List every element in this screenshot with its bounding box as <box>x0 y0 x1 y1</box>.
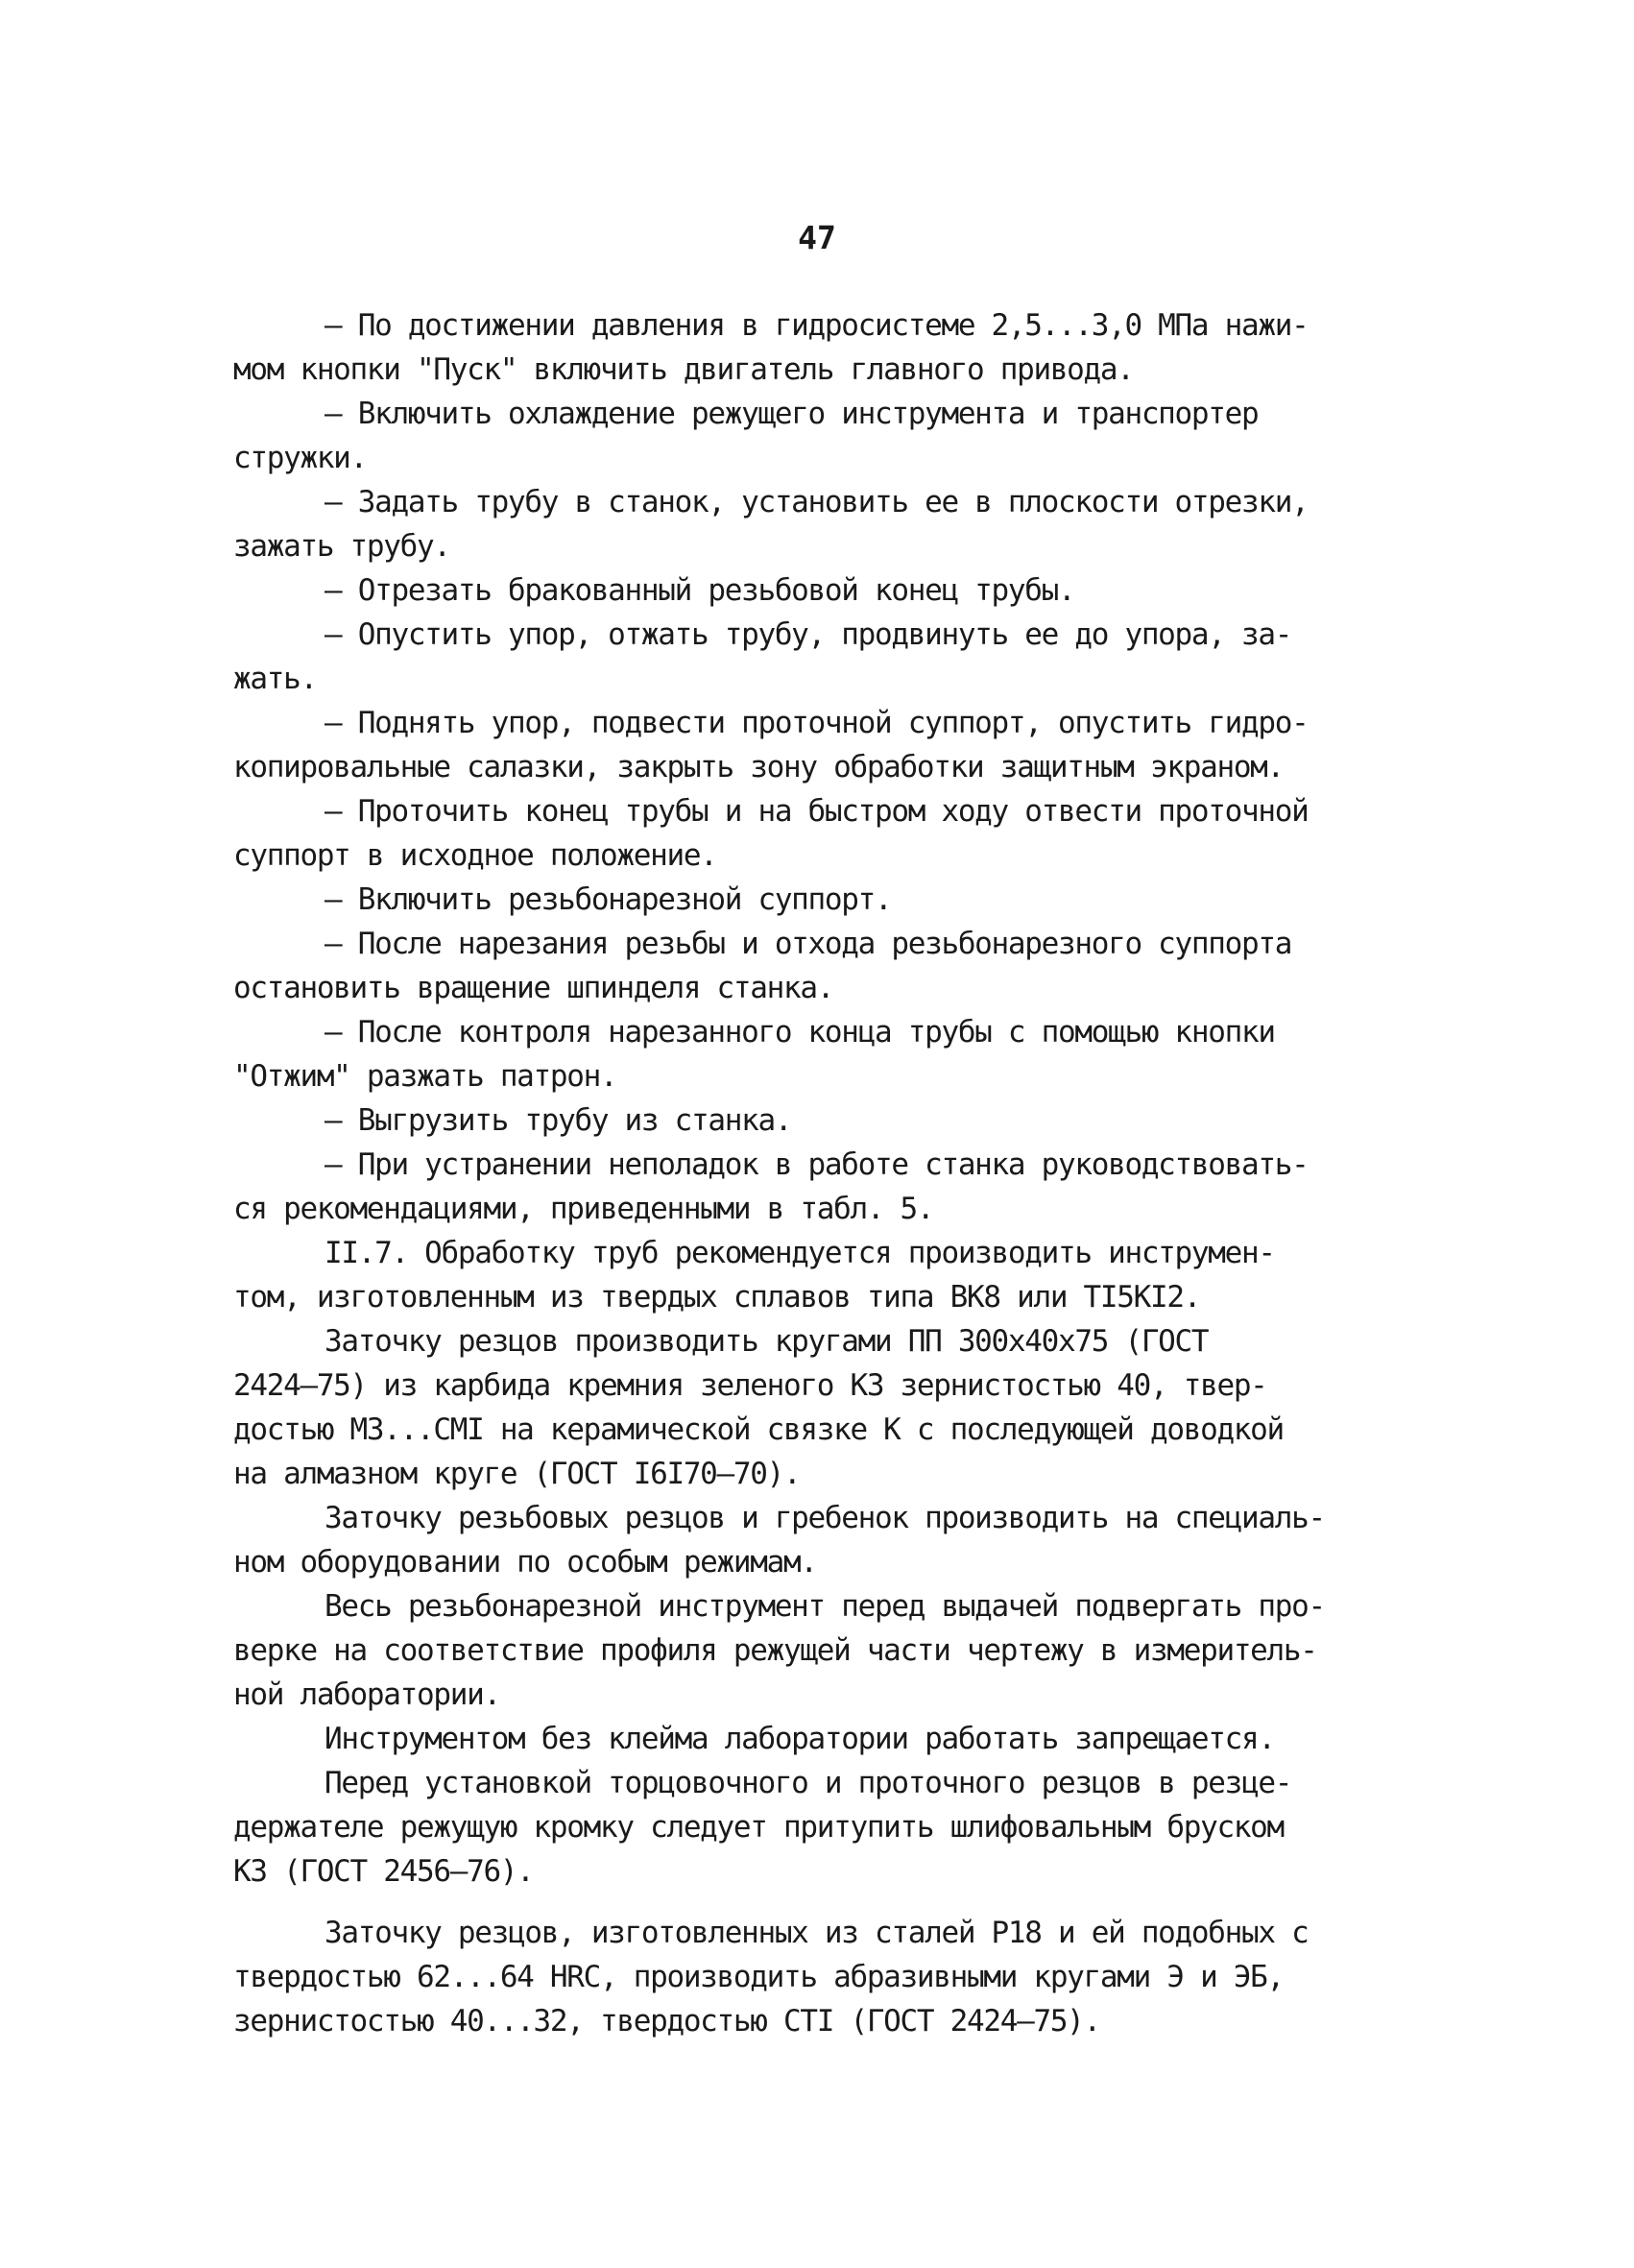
text-line: ной лаборатории. <box>233 1677 500 1712</box>
text-line: 2424–75) из карбида кремния зеленого КЗ зернистостью 40, твер- <box>233 1368 1267 1403</box>
text-line: "Отжим" разжать патрон. <box>233 1059 617 1094</box>
text-line: – После нарезания резьбы и отхода резьбонарезного суппорта <box>324 927 1292 961</box>
text-line: Перед установкой торцовочного и проточного резцов в резце- <box>324 1766 1292 1800</box>
text-line: – Выгрузить трубу из станка. <box>324 1103 792 1138</box>
text-line: остановить вращение шпинделя станка. <box>233 971 834 1005</box>
body-text <box>233 303 1405 2043</box>
text-line: – Поднять упор, подвести проточной суппорт, опустить гидро- <box>324 706 1309 740</box>
text-line: Инструментом без клейма лаборатории работать запрещается. <box>324 1722 1275 1756</box>
text-line: держателе режущую кромку следует притупить шлифовальным бруском <box>233 1810 1284 1845</box>
page-number: 47 <box>798 219 836 256</box>
text-line: Весь резьбонарезной инструмент перед выдачей подвергать про- <box>324 1589 1325 1624</box>
text-line: Заточку резьбовых резцов и гребенок производить на специаль- <box>324 1501 1325 1535</box>
text-line: КЗ (ГОСТ 2456–76). <box>233 1854 534 1889</box>
text-line: копировальные салазки, закрыть зону обработки защитным экраном. <box>233 750 1284 784</box>
text-line: мом кнопки "Пуск" включить двигатель главного привода. <box>233 352 1134 387</box>
text-line: на алмазном круге (ГОСТ I6I70–70). <box>233 1457 801 1491</box>
text-line: твердостью 62...64 HRC, производить абразивными кругами Э и ЭБ, <box>233 1960 1284 1994</box>
text-line: – Включить резьбонарезной суппорт. <box>324 882 892 917</box>
text-line: – Задать трубу в станок, установить ее в плоскости отрезки, <box>324 485 1309 519</box>
text-line: суппорт в исходное положение. <box>233 838 717 873</box>
text-line: том, изготовленным из твердых сплавов типа ВК8 или TI5KI2. <box>233 1280 1201 1315</box>
text-line: – Отрезать бракованный резьбовой конец трубы. <box>324 573 1075 608</box>
text-line: Заточку резцов производить кругами ПП 300х40х75 (ГОСТ <box>324 1324 1209 1359</box>
text-line: – Проточить конец трубы и на быстром ходу отвести проточной <box>324 794 1309 829</box>
text-line: верке на соответствие профиля режущей части чертежу в измеритель- <box>233 1633 1317 1668</box>
text-line: – При устранении неполадок в работе станка руководствовать- <box>324 1147 1309 1182</box>
text-line: II.7. Обработку труб рекомендуется производить инструмен- <box>324 1236 1275 1270</box>
text-line: – После контроля нарезанного конца трубы с помощью кнопки <box>324 1015 1275 1050</box>
text-line: – Включить охлаждение режущего инструмента и транспортер <box>324 397 1259 431</box>
text-line: – По достижении давления в гидросистеме 2,5...3,0 МПа нажи- <box>324 308 1309 343</box>
text-line: зернистостью 40...32, твердостью СТI (ГОСТ 2424–75). <box>233 2004 1100 2039</box>
text-line: ном оборудовании по особым режимам. <box>233 1545 817 1580</box>
text-line: – Опустить упор, отжать трубу, продвинуть ее до упора, за- <box>324 617 1292 652</box>
text-line: жать. <box>233 662 317 696</box>
text-line: стружки. <box>233 441 367 475</box>
text-line: достью М3...СМI на керамической связке К с последующей доводкой <box>233 1412 1284 1447</box>
text-line: Заточку резцов, изготовленных из сталей Р18 и ей подобных с <box>324 1916 1309 1950</box>
text-line: зажать трубу. <box>233 529 450 564</box>
text-line: ся рекомендациями, приведенными в табл. 5. <box>233 1192 934 1226</box>
